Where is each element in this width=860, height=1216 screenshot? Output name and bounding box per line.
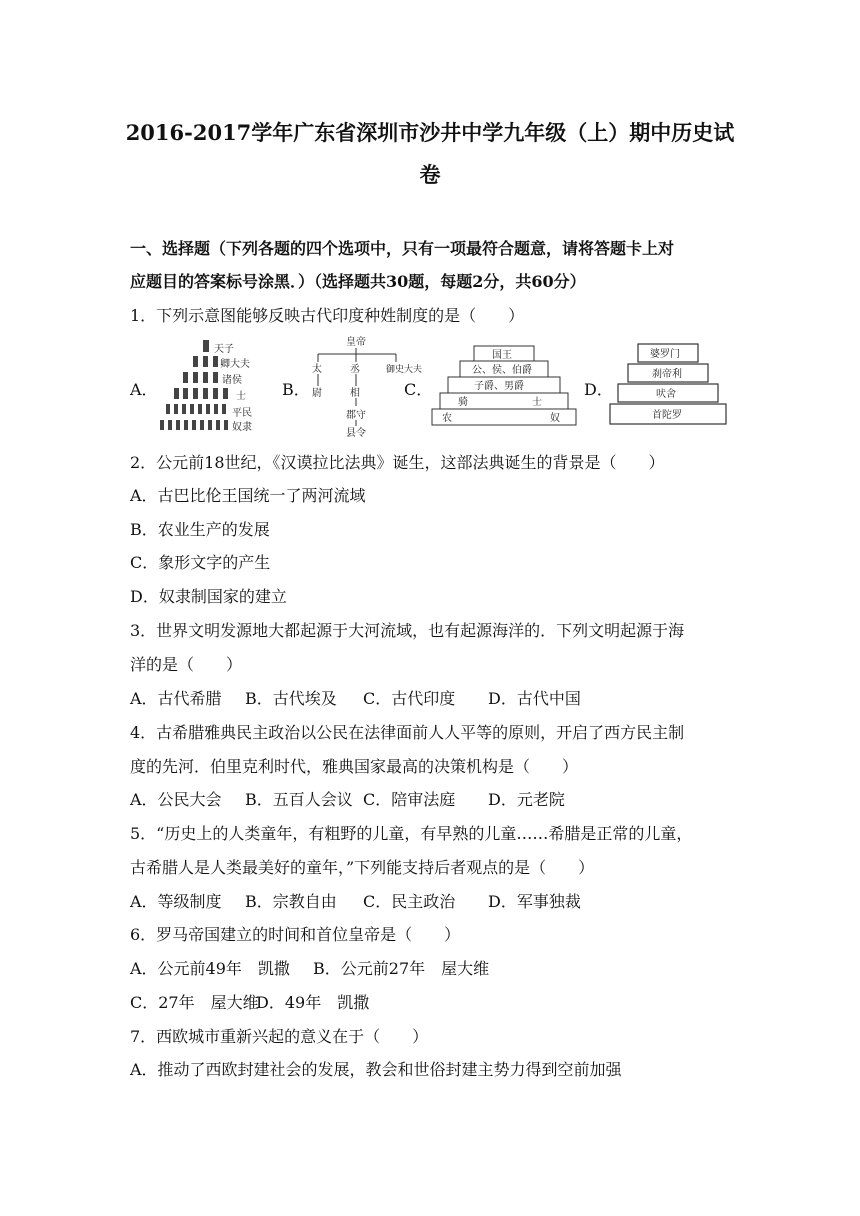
q4-options <box>130 787 565 810</box>
figc-label: 士 <box>532 397 542 408</box>
q1-stem: 1．下列示意图能够反映古代印度种姓制度的是（ ） <box>130 306 525 325</box>
q1-figure-d <box>606 338 730 432</box>
q5-stem-line-2: 古希腊人是人类最美好的童年，”下列能支持后者观点的是（ ） <box>130 858 595 877</box>
figa-label: 诸侯 <box>222 375 242 386</box>
q1-option-b-label: B． <box>282 380 310 399</box>
q1-option-d-label: D． <box>584 380 613 399</box>
title-line-1: 2016-2017学年广东省深圳市沙井中学九年级（上）期中历史试 <box>125 120 735 145</box>
q4-option-a: A．公民大会 <box>130 790 222 809</box>
figb-label: 御史大夫 <box>386 365 423 375</box>
figc-label: 子爵、男爵 <box>474 381 524 392</box>
figb-label: 县令 <box>346 428 366 439</box>
q1-figure-b <box>306 334 423 440</box>
q4-option-d: D．元老院 <box>488 790 565 809</box>
q3-option-c: C．古代印度 <box>363 689 456 708</box>
q3-option-b: B．古代埃及 <box>245 689 337 708</box>
section-heading-line-2: 应题目的答案标号涂黑．）（选择题共30题，每题2分，共60分） <box>130 272 586 291</box>
figd-label: 首陀罗 <box>652 410 682 421</box>
q1-option-a-label: A． <box>130 380 158 399</box>
q1-option-c-label: C． <box>404 380 433 399</box>
q6-option-d: D．49年 凯撒 <box>256 993 370 1012</box>
figc-label: 公、侯、伯爵 <box>472 365 532 376</box>
figc-label: 奴 <box>550 413 560 424</box>
section-heading-line-1: 一、选择题（下列各题的四个选项中，只有一项最符合题意，请将答题卡上对 <box>130 239 675 258</box>
q5-option-a: A．等级制度 <box>130 892 222 911</box>
q6-option-b: B．公元前27年 屋大维 <box>313 959 490 978</box>
figc-label: 国王 <box>492 350 512 361</box>
figa-label: 奴隶 <box>232 422 252 433</box>
q4-stem-line-2: 度的先河．伯里克利时代，雅典国家最高的决策机构是（ ） <box>130 757 579 776</box>
q4-stem-line-1: 4．古希腊雅典民主政治以公民在法律面前人人平等的原则，开启了西方民主制 <box>130 723 685 742</box>
q2-option-d: D．奴隶制国家的建立 <box>130 587 287 606</box>
figd-label: 婆罗门 <box>650 349 680 360</box>
figd-label: 刹帝利 <box>652 369 682 380</box>
figa-label: 士 <box>236 391 246 402</box>
q1-figure-c <box>428 340 578 430</box>
q6-options-row-1 <box>130 956 489 979</box>
q2-stem: 2．公元前18世纪，《汉谟拉比法典》诞生，这部法典诞生的背景是（ ） <box>130 453 665 472</box>
figc-label: 骑 <box>458 397 468 408</box>
figb-label: 太 <box>312 364 322 375</box>
q3-options <box>130 686 581 709</box>
q5-option-d: D．军事独裁 <box>488 892 581 911</box>
figc-label: 农 <box>442 413 452 424</box>
figa-label: 天子 <box>214 344 234 355</box>
figd-label: 吠舍 <box>656 389 676 400</box>
figb-label: 尉 <box>312 388 322 399</box>
q1-figure-a <box>156 336 274 436</box>
figb-label: 皇帝 <box>346 337 366 348</box>
q2-option-b: B．农业生产的发展 <box>130 520 270 539</box>
q6-stem: 6．罗马帝国建立的时间和首位皇帝是（ ） <box>130 925 461 944</box>
q6-option-c: C．27年 屋大维 <box>130 993 259 1012</box>
q3-stem-line-2: 洋的是（ ） <box>130 655 243 674</box>
figb-label: 郡守 <box>346 410 366 421</box>
q6-options-row-2 <box>130 990 369 1013</box>
figa-label: 平民 <box>232 408 252 419</box>
figa-label: 卿大夫 <box>220 359 250 370</box>
title-line-2: 卷 <box>419 162 441 187</box>
figb-label: 相 <box>350 388 360 399</box>
q2-option-a: A．古巴比伦王国统一了两河流域 <box>130 486 366 505</box>
q5-options <box>130 889 581 912</box>
q7-option-a: A．推动了西欧封建社会的发展，教会和世俗封建主势力得到空前加强 <box>130 1060 622 1079</box>
q3-option-d: D．古代中国 <box>488 689 581 708</box>
q5-option-b: B．宗教自由 <box>245 892 337 911</box>
q6-option-a: A．公元前49年 凯撒 <box>130 959 290 978</box>
q5-stem-line-1: 5．“历史上的人类童年，有粗野的儿童，有早熟的儿童……希腊是正常的儿童， <box>130 824 693 843</box>
q3-option-a: A．古代希腊 <box>130 689 222 708</box>
q5-option-c: C．民主政治 <box>363 892 456 911</box>
q4-option-b: B．五百人会议 <box>245 790 353 809</box>
q3-stem-line-1: 3．世界文明发源地大都起源于大河流域，也有起源海洋的．下列文明起源于海 <box>130 621 685 640</box>
q2-option-c: C．象形文字的产生 <box>130 553 271 572</box>
q4-option-c: C．陪审法庭 <box>363 790 456 809</box>
figb-label: 丞 <box>350 364 360 375</box>
q7-stem: 7．西欧城市重新兴起的意义在于（ ） <box>130 1027 429 1046</box>
